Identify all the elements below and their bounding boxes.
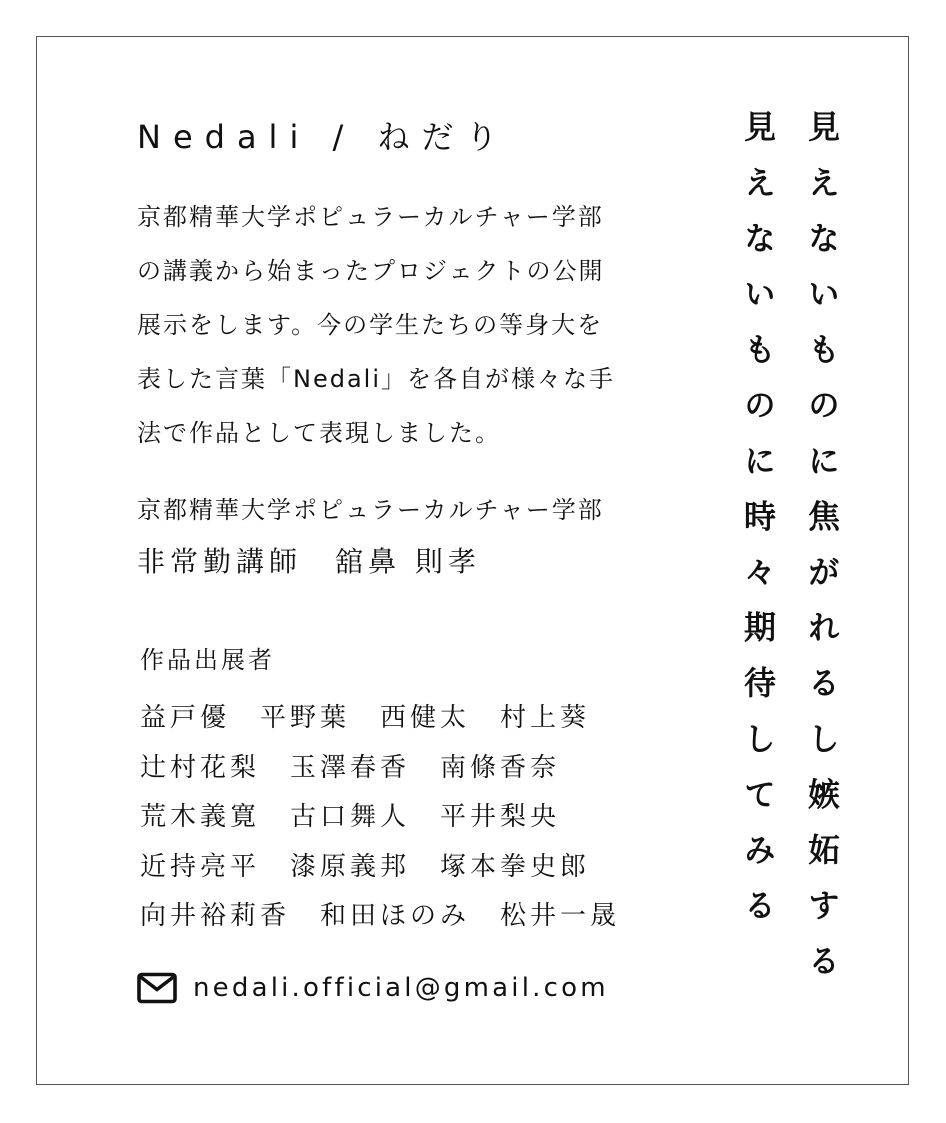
contact-email-link[interactable]: nedali.official@gmail.com: [193, 973, 609, 1003]
intro-line: 京都精華大学ポピュラーカルチャー学部: [137, 203, 604, 231]
intro-paragraph: [137, 190, 677, 460]
supervisor-name: 非常勤講師 舘鼻 則孝: [137, 545, 481, 578]
intro-line: 表した言葉「Nedali」を各自が様々な手: [137, 365, 615, 393]
intro-line: 展示をします。今の学生たちの等身大を: [137, 311, 604, 339]
intro-line: の講義から始まったプロジェクトの公開: [137, 257, 605, 285]
vertical-copy-right: 見えないものに焦がれるし嫉妬する: [803, 110, 841, 1000]
exhibitors-list: [140, 694, 620, 942]
intro-line: 法で作品として表現しました。: [137, 419, 501, 447]
exhibitor-row: 向井裕莉香 和田ほのみ 松井一晟: [140, 901, 621, 931]
exhibitor-row: 益戸優 平野葉 西健太 村上葵: [140, 703, 591, 733]
project-title: Nedali / ねだり: [137, 118, 510, 156]
exhibitors-heading: 作品出展者: [140, 646, 275, 674]
exhibitor-row: 近持亮平 漆原義邦 塚本拳史郎: [140, 851, 591, 882]
mail-icon: [137, 972, 177, 1004]
supervisor-department: 京都精華大学ポピュラーカルチャー学部: [137, 496, 604, 524]
exhibitor-row: 荒木義寛 古口舞人 平井梨央: [140, 802, 561, 832]
exhibitor-row: 辻村花梨 玉澤春香 南條香奈: [140, 752, 561, 783]
contact: [137, 972, 609, 1004]
vertical-copy-left: 見えないものに時々期待してみる: [739, 110, 777, 944]
